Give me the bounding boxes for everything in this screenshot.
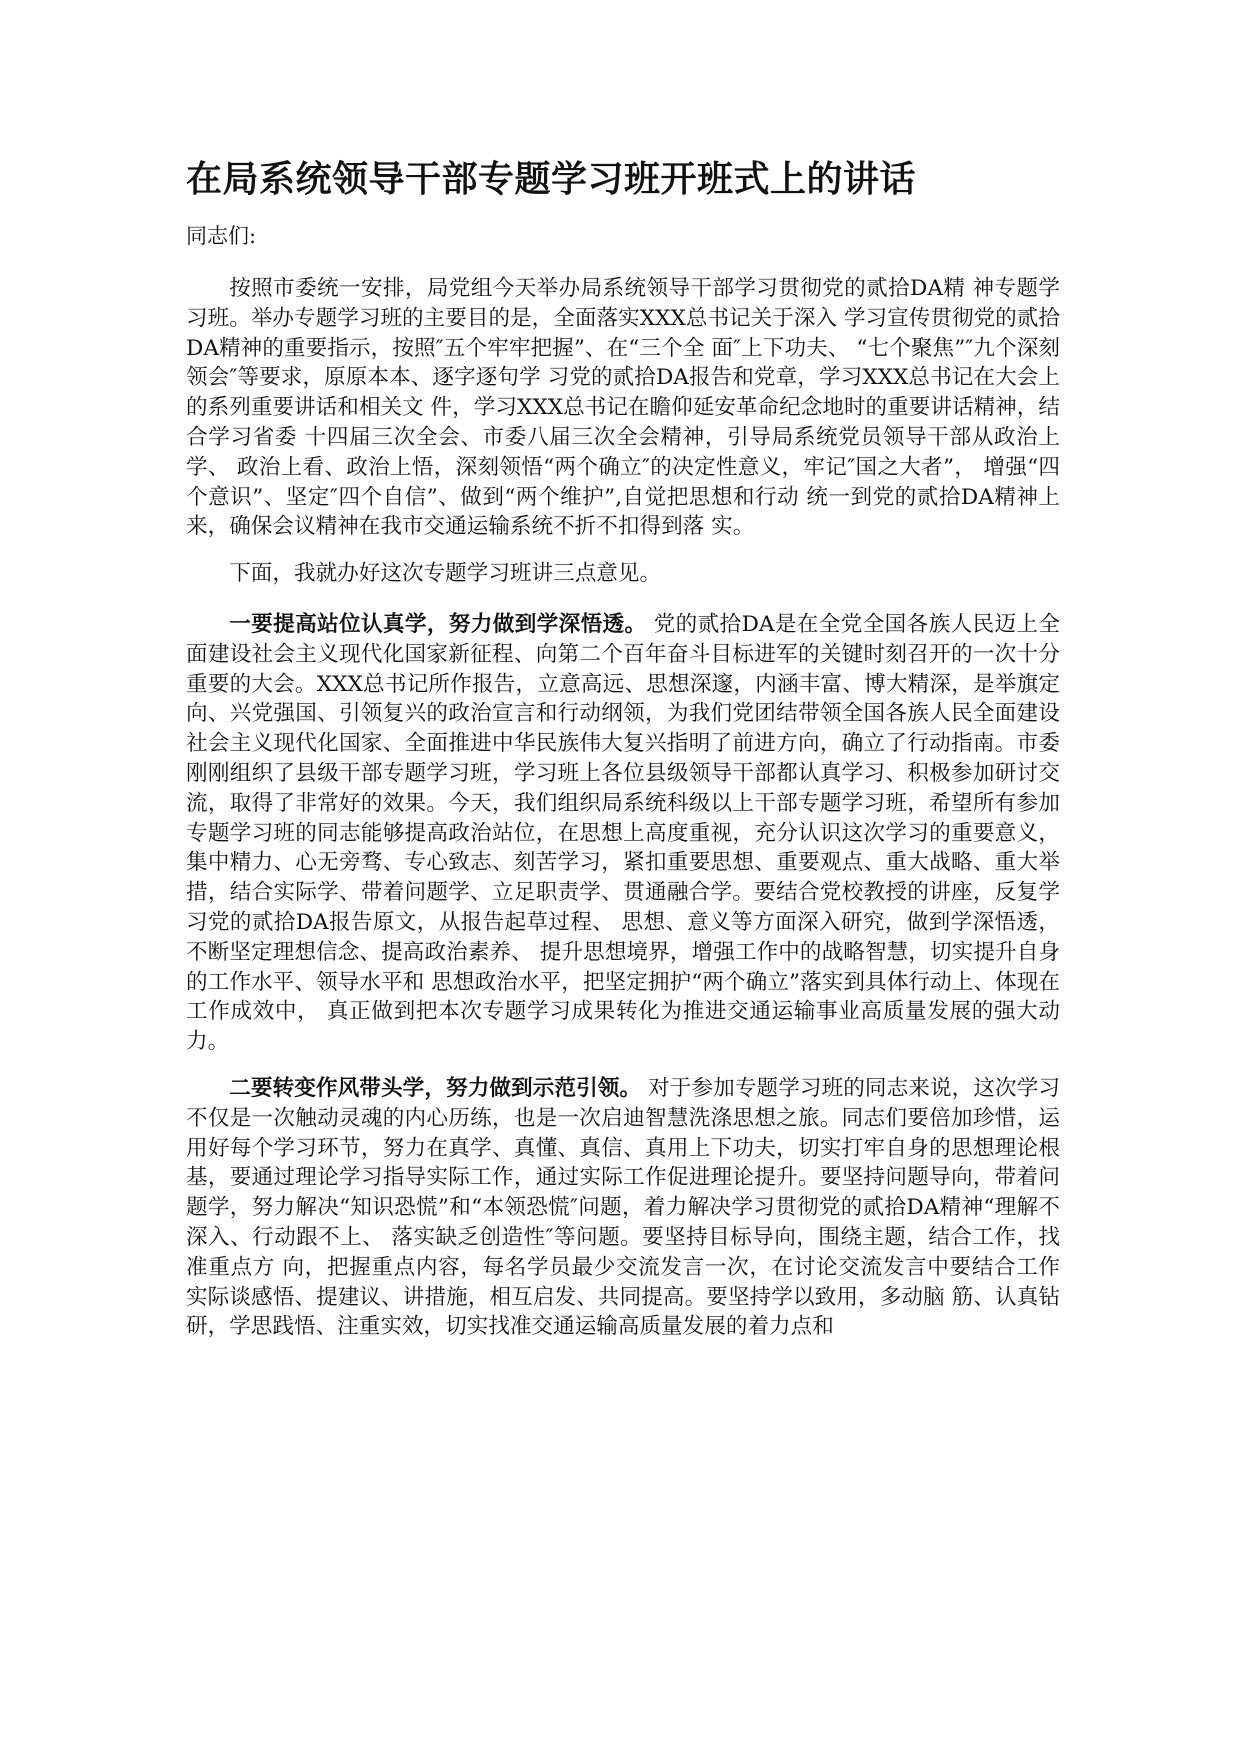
- salutation: 同志们:: [186, 224, 257, 248]
- document-title: 在局系统领导干部专题学习班开班式上的讲话: [186, 159, 917, 200]
- paragraph-transition: [186, 559, 1060, 589]
- paragraph-point-two: [186, 1074, 1060, 1342]
- paragraph-text: 对于参加专题学习班的同志来说，这次学习不仅是一次触动灵魂的内心历练，也是一次启迪智慧洗涤思想之旅。同志们要倍加珍惜，运用好每个学习环节，努力在真学、真懂、真信、真用上下功夫，切实打牢自身的思想理论根基，要通过理论学习指导实际工作，通过实际工作促进理论提升。要坚持问题导向，带着问题学，努力解决“知识恐慌”和“本领恐慌″问题，着力解决学习贯彻党的贰拾DA精神“理解不深入、行动跟不上、 落实缺乏创造性″等问题。要坚持目标导向，围绕主题，结合工作，找准重点方 向，把握重点内容，每名学员最少交流发言一次，在讨论交流发言中要结合工作 实际谈感悟、提建议、讲措施，相互启发、共同提高。要坚持学以致用，多动脑 筋、认真钻研，学思践悟、注重实效，切实找准交通运输高质量发展的着力点和: [186, 1075, 1060, 1340]
- paragraph-point-one: [186, 610, 1060, 1057]
- paragraph-text: 党的贰拾DA是在全党全国各族人民迈上全面建设社会主义现代化国家新征程、向第二个百年奋斗目标进军的关键时刻召开的一次十分重要的大会。XXX总书记所作报告，立意高远、思想深邃，内涵丰富、博大精深，是举旗定向、兴党强国、引领复兴的政治宣言和行动纲领，为我们党团结带领全国各族人民全面建设社会主义现代化国家、全面推进中华民族伟大复兴指明了前进方向，确立了行动指南。市委刚刚组织了县级干部专题学习班，学习班上各位县级领导干部都认真学习、积极参加研讨交流，取得了非常好的效果。今天，我们组织局系统科级以上干部专题学习班，希望所有参加专题学习班的同志能够提高政治站位，在思想上高度重视，充分认识这次学习的重要意义，集中精力、心无旁骛、专心致志、刻苦学习，紧扣重要思想、重要观点、重大战略、重大举措，结合实际学、带着问题学、立足职责学、贯通融合学。要结合党校教授的讲座，反复学习党的贰拾DA报告原文，从报告起草过程、 思想、意义等方面深入研究，做到学深悟透，不断坚定理想信念、提高政治素养、 提升思想境界，增强工作中的战略智慧，切实提升自身的工作水平、领导水平和 思想政治水平，把坚定拥护“两个确立”落实到具体行动上、体现在工作成效中， 真正做到把本次专题学习成果转化为推进交通运输事业高质量发展的强大动力。: [186, 611, 1060, 1055]
- paragraph-text: 按照市委统一安排，局党组今天举办局系统领导干部学习贯彻党的贰拾DA精 神专题学习班。举办专题学习班的主要目的是，全面落实XXX总书记关于深入 学习宣传贯彻党的贰拾DA精神的重要指示，按照″五个牢牢把握”、在“三个全 面″上下功夫、 “七个聚焦”″九个深刻领会″等要求，原原本本、逐字逐句学 习党的贰拾DA报告和党章，学习XXX总书记在大会上的系列重要讲话和相关文 件，学习XXX总书记在瞻仰延安革命纪念地时的重要讲话精神，结合学习省委 十四届三次全会、市委八届三次全会精神，引导局系统党员领导干部从政治上学、 政治上看、政治上悟，深刻领悟“两个确立″的决定性意义，牢记″国之大者”， 增强“四个意识”、坚定″四个自信”、做到“两个维护”,自觉把思想和行动 统一到党的贰拾DA精神上来，确保会议精神在我市交通运输系统不折不扣得到落 实。: [186, 276, 1060, 540]
- paragraph-intro: [186, 274, 1060, 542]
- paragraph-lead-heading: 一要提高站位认真学，努力做到学深悟透。: [229, 611, 647, 637]
- paragraph-text: 下面，我就办好这次专题学习班讲三点意见。: [229, 561, 662, 587]
- paragraph-lead-heading: 二要转变作风带头学，努力做到示范引领。: [229, 1075, 642, 1101]
